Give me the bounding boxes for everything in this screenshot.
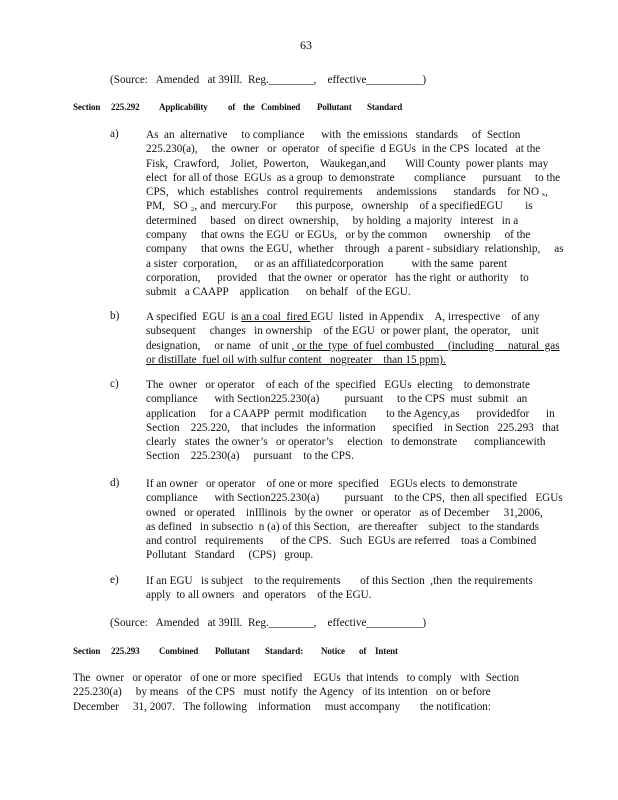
section-title-word: Applicability [159, 102, 208, 112]
text-line: determined based on direct ownership, by holding a majority interest in a [146, 214, 519, 227]
text-line: The owner or operator of one or more specified EGUs that intends to comply with Section [73, 672, 520, 684]
text-line: December 31, 2007. The following information must accompany the notification: [73, 700, 491, 713]
item-letter: d) [110, 477, 120, 489]
text-line: If an EGU is subject to the requirements of this Section ,then the requirements [146, 575, 533, 587]
section-title-word: Standard [367, 102, 403, 112]
text-line: subsequent changes in ownership of the EGU or power plant, the operator, unit [146, 325, 539, 338]
text-line: company that owns the EGU or EGUs, or by the common ownership of the [146, 229, 531, 242]
section-title-word: Combined [159, 646, 199, 656]
source-note: (Source: Amended at 39Ill. Reg.________, effective__________) [110, 74, 427, 86]
text-line: elect for all of those EGUs as a group to demonstrate compliance pursuant to the [146, 171, 561, 184]
page-number: 63 [300, 38, 312, 52]
text-line: The owner or operator of each of the specified EGUs electing to demonstrate [146, 379, 530, 391]
text-line: and control requirements of the CPS. Such EGUs are referred toas a Combined [146, 535, 537, 548]
text-line: Section 225.230(a) pursuant to the CPS. [146, 450, 354, 463]
text-line: as defined in subsectio n (a) of this Section, are thereafter subject to the standards [146, 520, 539, 533]
closing-paragraph [73, 671, 520, 714]
item-letter: e) [110, 574, 119, 586]
text-line: apply to all owners and operators of the EGU. [146, 589, 372, 602]
text-line: CPS, which establishes control requirements andemissions standards for NO ₓ, [146, 186, 548, 199]
inserted-text: , or the type of fuel combusted (including natural gas [291, 339, 560, 352]
paragraph-b [146, 310, 560, 367]
struck-text: an a coal fired [241, 311, 311, 323]
text-line [146, 353, 538, 367]
paragraph-a [146, 128, 564, 300]
text-line: 225.230(a), the owner or operator of specifie d EGUs in the CPS located at the [146, 143, 541, 156]
text-line: As an alternative to compliance with the emissions standards of Section [146, 129, 521, 141]
section-number: 225.293 [111, 646, 140, 656]
text-line: clearly states the owner’s or operator’s election to demonstrate compliancewith [146, 436, 546, 449]
section-title-word: Pollutant [215, 646, 250, 656]
section-title-word: Notice [321, 646, 345, 656]
text-line: corporation, provided that the owner or operator has the right or authority to [146, 271, 529, 284]
text-line: 225.230(a) by means of the CPS must notify the Agency of its intention on or before [73, 686, 491, 699]
item-letter: c) [110, 378, 119, 390]
text-run: A specified EGU is [146, 311, 242, 323]
text-line: PM, SO ₂, and mercury.For this purpose, ownership of a specifiedEGU is [146, 200, 533, 213]
section-title-word: Pollutant [317, 102, 352, 112]
text-line: company that owns the EGU, whether through a parent - subsidiary relationship, as [146, 243, 564, 256]
text-line: If an owner or operator of one or more specified EGUs elects to demonstrate [146, 478, 518, 490]
text-line: submit a CAAPP application on behalf of the EGU. [146, 286, 411, 299]
text-line: Fisk, Crawford, Joliet, Powerton, Waukegan,and Will County power plants may [146, 157, 549, 170]
text-line: Section 225.220, that includes the information specified in Section 225.293 that [146, 421, 559, 434]
text-line: compliance with Section225.230(a) pursuant to the CPS must submit an [146, 393, 528, 406]
section-title-word: Combined [261, 102, 301, 112]
text-line: Pollutant Standard (CPS) group. [146, 549, 314, 562]
text-line: compliance with Section225.230(a) pursuant to the CPS, then all specified EGUs [146, 492, 563, 505]
text-line [146, 310, 538, 324]
text-line: a sister corporation, or as an affiliatedcorporation with the same parent [146, 257, 508, 270]
section-title-word: Intent [375, 646, 398, 656]
item-letter: a) [110, 128, 119, 140]
text-run: EGU listed in Appendix A, irrespective of any [310, 311, 540, 323]
text-line [146, 339, 560, 353]
section-label: Section [73, 102, 101, 112]
section-title-word: of [359, 646, 367, 656]
text-line: application for a CAAPP permit modification to the Agency,as providedfor in [146, 407, 555, 420]
section-label: Section [73, 646, 101, 656]
paragraph-d [146, 477, 563, 563]
paragraph-c [146, 378, 559, 464]
section-title-word: Standard: [265, 646, 304, 656]
section-number: 225.292 [111, 102, 140, 112]
source-note: (Source: Amended at 39Ill. Reg.________, effective__________) [110, 617, 427, 629]
text-line: owned or operated inIllinois by the owner or operator as of December 31,2006, [146, 506, 543, 519]
inserted-text: or distillate fuel oil with sulfur content nogreater than 15 ppm). [146, 353, 446, 366]
text-run: designation, or name of unit [146, 339, 292, 352]
section-title-word: the [243, 102, 255, 112]
item-letter: b) [110, 310, 120, 322]
section-title-word: of [228, 102, 236, 112]
paragraph-e [146, 574, 538, 603]
